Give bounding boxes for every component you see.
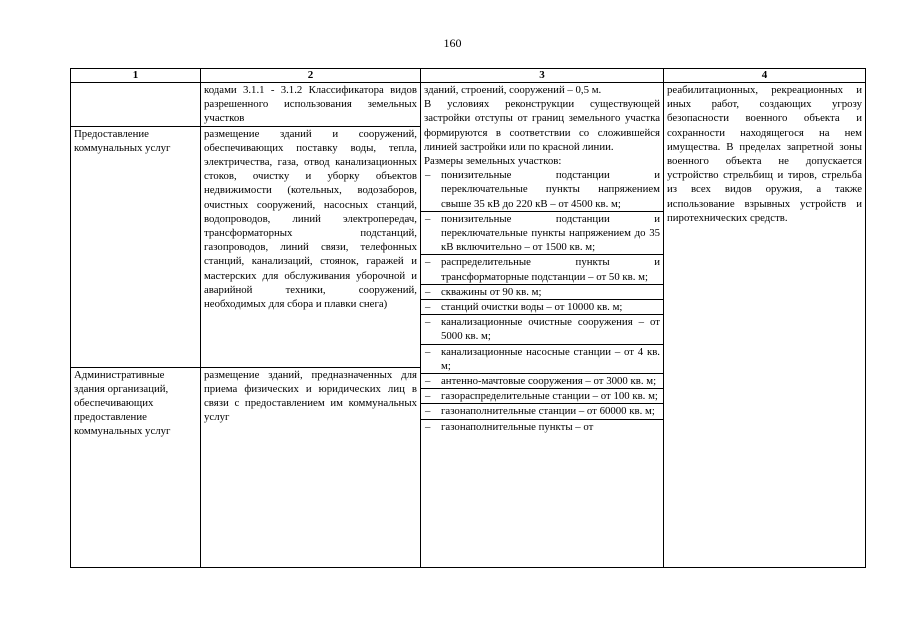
plot-sizes-heading: Размеры земельных участков:: [424, 155, 562, 168]
list-item: – газонаполнительные пункты – от: [421, 419, 663, 434]
land-use-description-cell: [201, 83, 421, 127]
land-use-description: размещение зданий и сооружений, обеспечивающих поставку воды, тепла, электричества, газа, отвод канализационных стоков, очистку и уборку объектов недвижимости (котельных, водозаборов, очистных сооружений, насосных станций, водопроводов, линий электропередач, трансформаторных подстанций, газопроводов, линий связи, телефонных станций, канализаций, стоянок, гаражей и мастерских для обслуживания уборочной и аварийной техники, сооружений, необходимых для сбора и плавки снега): [204, 127, 417, 311]
column-header-3: 3: [421, 69, 664, 83]
restrictions-text: реабилитационных, рекреационных и иных работ, создающих угрозу безопасности военного объекта и сохранности находящегося на нем имущества. В пределах запретной зоны военного объекта не допускается устройство стрельбищ и тиров, стрельба из всех видов оружия, а также использование взрывных устройств и пиротехнических средств.: [667, 84, 862, 224]
column-header-1: 1: [71, 69, 201, 83]
land-use-name: Предоставление коммунальных услуг: [74, 127, 171, 154]
restrictions-cell: [664, 83, 866, 568]
land-use-description: кодами 3.1.1 - 3.1.2 Классификатора видов разрешенного использования земельных участков: [204, 84, 417, 125]
parameters-cell: [421, 83, 664, 568]
regulations-table: [70, 68, 866, 568]
list-item: – распределительные пункты и трансформаторные подстанции – от 50 кв. м;: [421, 254, 663, 283]
land-use-name: Административные здания организаций, обеспечивающих предоставление коммунальных услуг: [74, 368, 171, 438]
land-use-description-cell: [201, 367, 421, 567]
list-item: – станций очистки воды – от 10000 кв. м;: [421, 299, 663, 314]
list-item: – канализационные очистные сооружения – от 5000 кв. м;: [421, 314, 663, 343]
plot-sizes-list: [424, 168, 660, 434]
list-item: – антенно-мачтовые сооружения – от 3000 кв. м;: [421, 373, 663, 388]
land-use-description: размещение зданий, предназначенных для приема физических и юридических лиц в связи с предоставлением им коммунальных услуг: [204, 368, 417, 424]
page-number: 160: [443, 36, 462, 50]
header-row: [71, 69, 866, 83]
list-item: – скважины от 90 кв. м;: [421, 284, 663, 299]
land-use-description-cell: [201, 126, 421, 367]
land-use-name-cell: [71, 126, 201, 367]
table-row-continuation: [71, 83, 866, 127]
list-item: – газонаполнительные станции – от 60000 кв. м;: [421, 403, 663, 418]
column-header-4: 4: [664, 69, 866, 83]
list-item: – канализационные насосные станции – от 4 кв. м;: [421, 344, 663, 373]
land-use-name-cell: [71, 367, 201, 567]
list-item: – газораспределительные станции – от 100 кв. м;: [421, 388, 663, 403]
setback-text: зданий, строений, сооружений – 0,5 м.: [424, 84, 602, 96]
land-use-name-cell: [71, 83, 201, 127]
list-item: – понизительные подстанции и переключательные пункты напряжением свыше 35 кВ до 220 кВ – от 4500 кв. м;: [425, 169, 660, 210]
column-header-2: 2: [201, 69, 421, 83]
list-item: – понизительные подстанции и переключательные пункты напряжением до 35 кВ включительно – от 1500 кв. м;: [421, 211, 663, 255]
reconstruction-text: В условиях реконструкции существующей застройки отступы от границ земельного участка формируются в соответствии со сложившейся линией застройки или по красной линии.: [424, 98, 660, 153]
